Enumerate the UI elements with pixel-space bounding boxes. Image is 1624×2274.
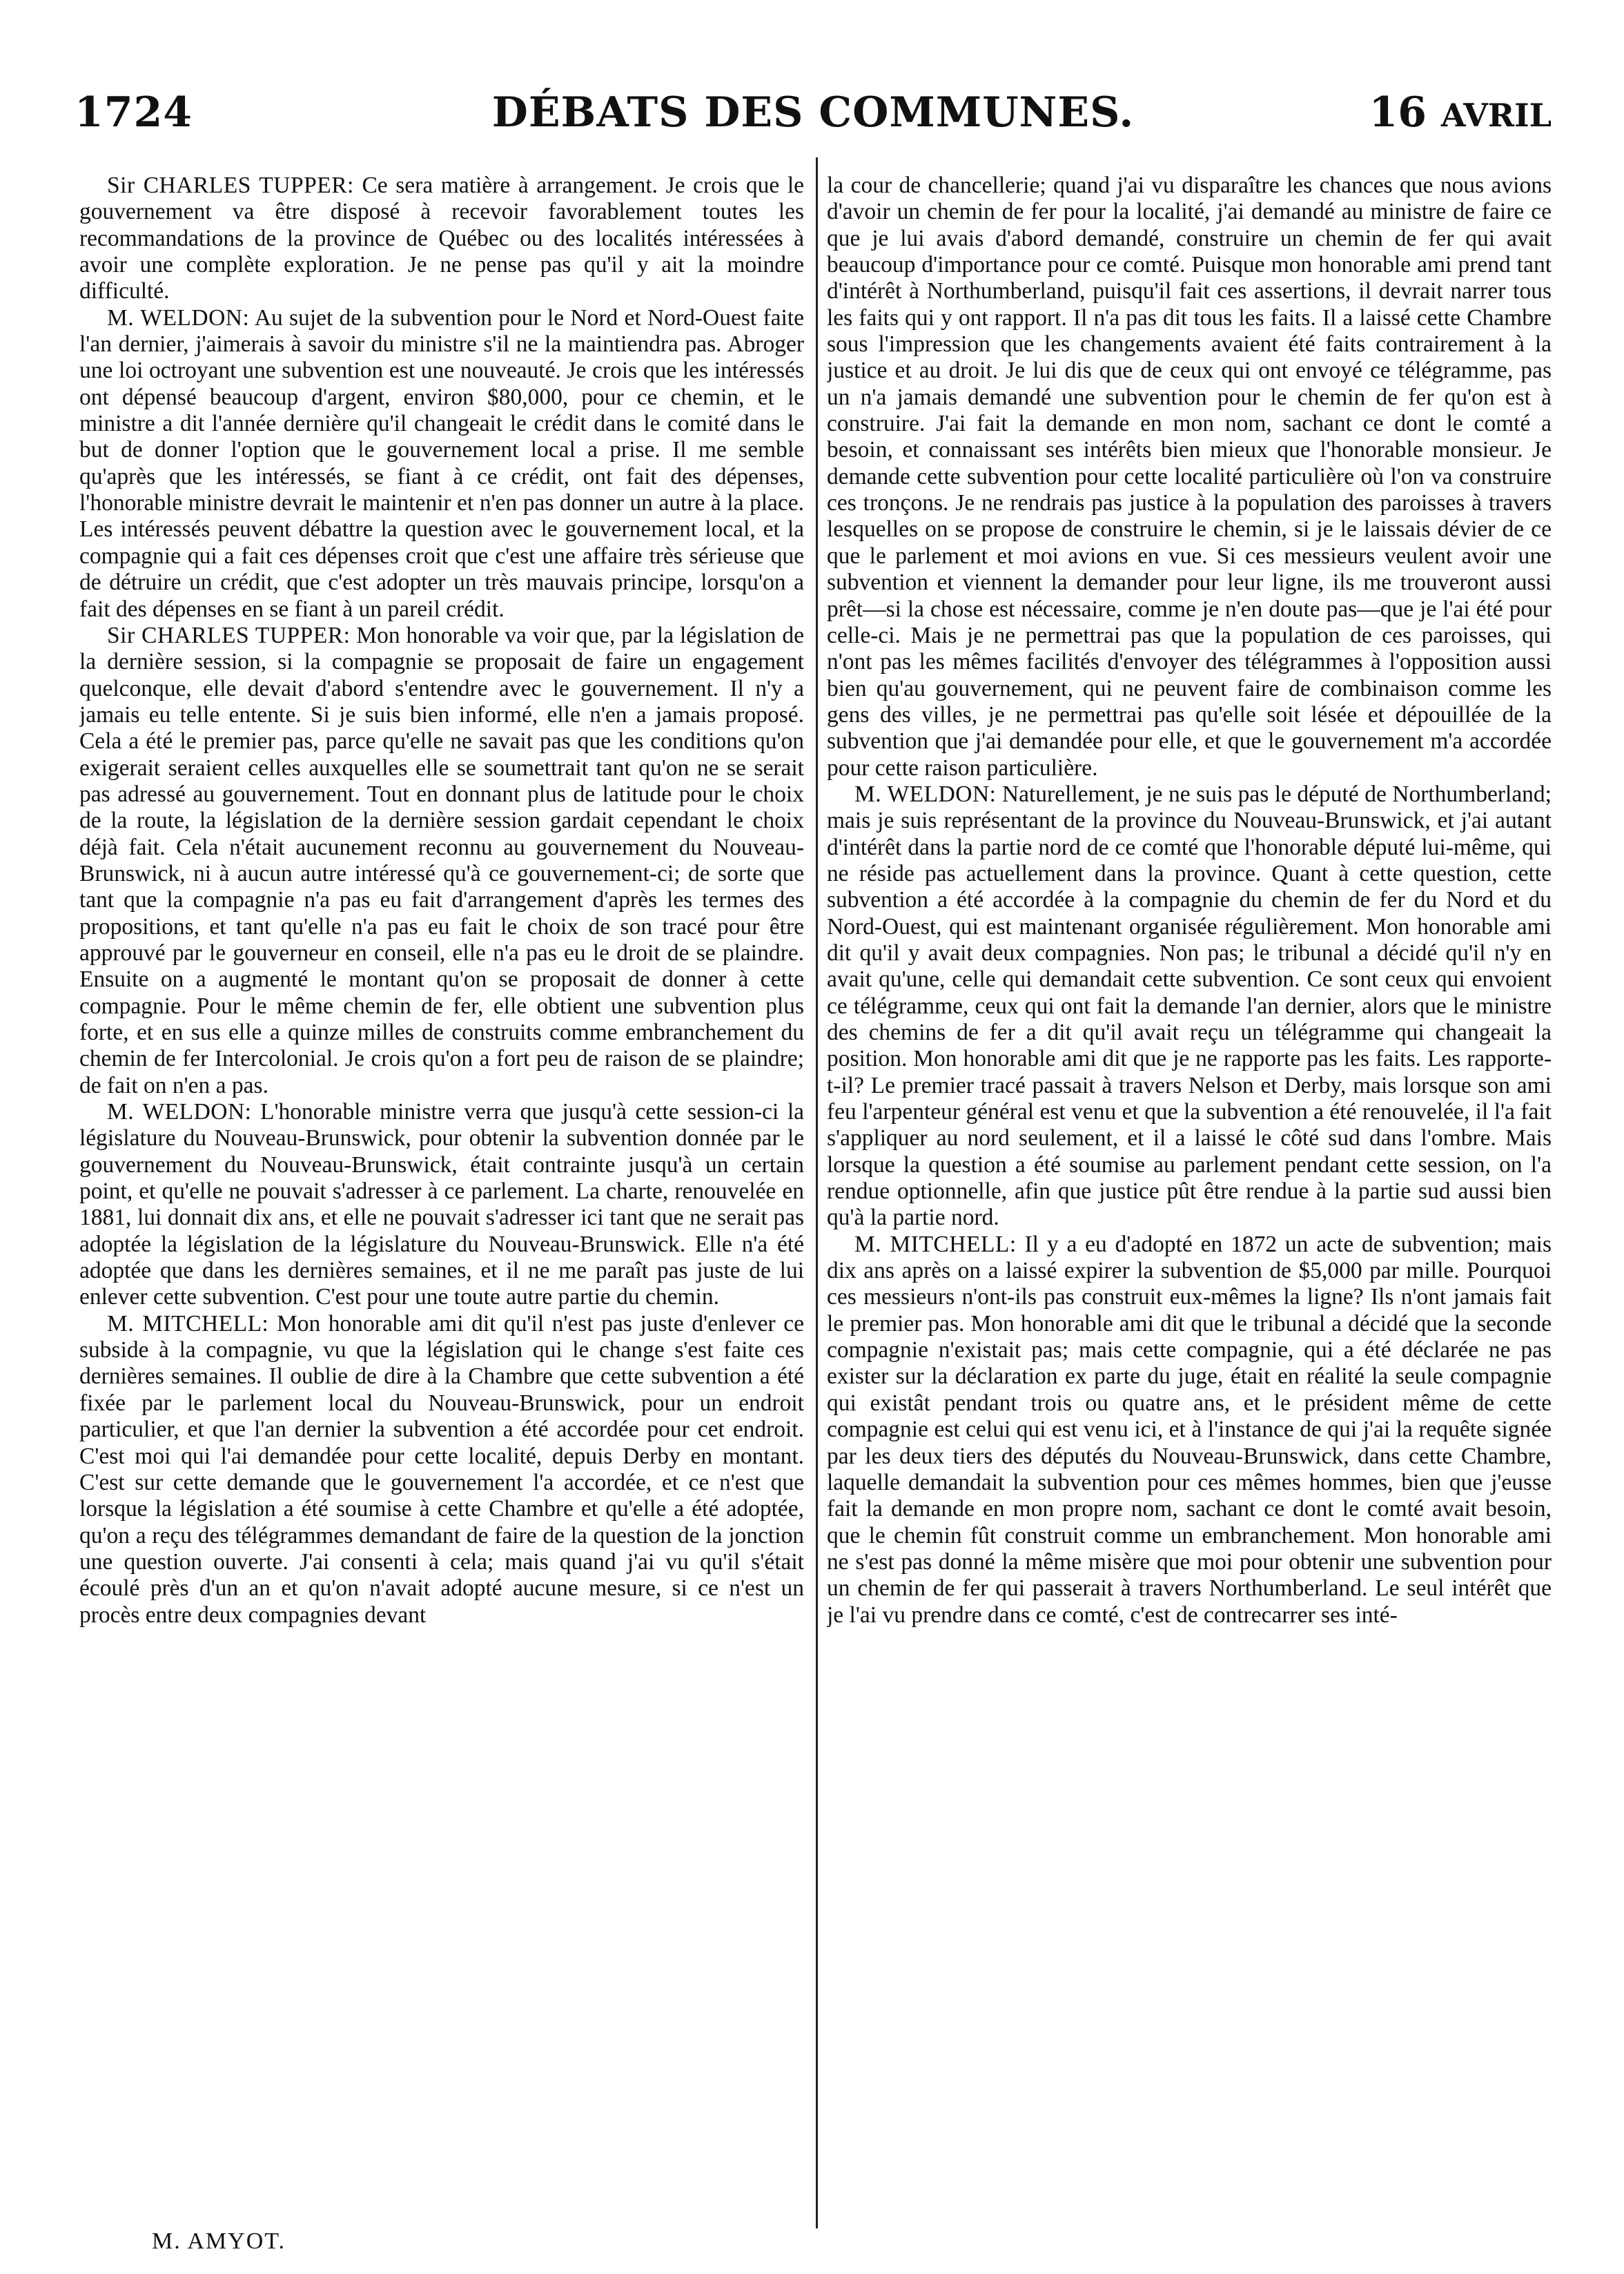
paragraph [79, 1099, 804, 1311]
publication-title: DÉBATS DES COMMUNES. [491, 88, 1135, 137]
paragraph [79, 173, 804, 305]
speech-text: Naturellement, je ne suis pas le député de Northumberland; mais je suis représentant de la province du Nouveau-Brunswick, et j'ai autant d'intérêt dans la partie nord de ce comté que l'honorable député lui-même, qui ne réside pas actuellement dans la province. Quant à cette question, cette subvention a été accordée à la compagnie du chemin de fer du Nord et du Nord-Ouest, qui est maintenant organisée régulièrement. Mon honorable ami dit qu'il y avait deux compagnies. Non pas; le tribunal a décidé qu'il n'y en avait qu'une, celle qui demandait cette subvention. Ce sont ceux qui envoient ce télégramme, ceux qui ont fait la demande l'an dernier, alors que le ministre des chemins de fer a dit qu'il avait reçu un télégramme qui changeait la position. Mon honorable ami dit que je ne rapporte pas les faits. Les rapporte-t-il? Le premier tracé passait à travers Nelson et Derby, mais lorsque son ami feu l'arpenteur général est venu et que la subvention a été renouvelée, il l'a fait s'appliquer au nord seulement, et il a laissé le côté sud dans l'ombre. Mais lorsque la question a été soumise au parlement pendant cette session, on l'a rendue optionnelle, afin que justice pût être rendue à la partie sud aussi bien qu'à la partie nord. [827, 781, 1552, 1231]
paragraph [79, 1311, 804, 1629]
left-column [79, 173, 804, 2202]
speech-text: Ce sera matière à arrangement. Je crois que le gouvernement va être disposé à recevoir favorablement toutes les recommandations de la province de Québec ou des localités intéressées à avoir une complète exploration. Je ne pense pas qu'il y ait la moindre difficulté. [79, 173, 804, 304]
speech-text: Il y a eu d'adopté en 1872 un acte de subvention; mais dix ans après on a laissé expirer la subvention de $5,000 par mille. Pourquoi ces messieurs n'ont-ils pas construit eux-mêmes la ligne? Ils n'ont jamais fait le premier pas. Mon honorable ami dit que le tribunal a décidé que la seconde compagnie n'existait pas; mais cette compagnie, qui a été déclarée ne pas exister sur la déclaration ex parte du juge, était en réalité la seule compagnie qui existât pendant trois ou quatre ans, et le président même de cette compagnie est celui qui est venu ici, et à l'instance de qui j'ai la requête signée par les deux tiers des députés du Nouveau-Brunswick, dans cette Chambre, laquelle demandait la subvention pour ces mêmes hommes, bien que j'eusse fait la demande en mon propre nom, sachant ce dont le comté avait besoin, que le chemin fût construit comme un embranchement. Mon honorable ami ne s'est pas donné la même misère que moi pour obtenir une subvention pour un chemin de fer qui passerait à travers Northumberland. Le seul intérêt que je l'ai vu prendre dans ce comté, c'est de contrecarrer ses inté- [827, 1231, 1552, 1628]
paragraph [827, 781, 1552, 1232]
speech-text: Au sujet de la subvention pour le Nord et Nord-Ouest faite l'an dernier, j'aimerais à savoir du ministre s'il ne la maintiendra pas. Abroger une loi octroyant une subvention est une nouveauté. Je crois que les intéressés ont dépensé beaucoup d'argent, environ $80,000, pour ce chemin, et le ministre a dit l'année dernière qu'il changeait le crédit dans le comité dans le but de donner l'option que le gouvernement local a prise. Il me semble qu'après que les intéressés, se fiant à ce crédit, ont fait des dépenses, l'honorable ministre devrait le maintenir et n'en pas donner un autre à la place. Les intéressés peuvent débattre la question avec le gouvernement local, et la compagnie qui a fait ces dépenses croit que c'est une affaire très sérieuse que de détruire un crédit, que c'est adopter un très mauvais principe, lorsqu'on a fait des dépenses en se fiant à un pareil crédit. [79, 304, 804, 622]
page-number: 1724 [75, 88, 193, 137]
speaker-name: M. WELDON: [107, 1099, 252, 1125]
speaker-name: Sir CHARLES TUPPER: [107, 622, 351, 648]
page-header [75, 81, 1552, 144]
speech-text: Mon honorable ami dit qu'il n'est pas juste d'enlever ce subside à la compagnie, vu que la législation qui le change s'est faite ces dernières semaines. Il oublie de dire à la Chambre que cette subvention a été fixée par le parlement local du Nouveau-Brunswick, pour un endroit particulier, et que l'an dernier la subvention a été accordée pour cet endroit. C'est moi qui l'ai demandée pour cette localité, depuis Derby en montant. C'est sur cette demande que le gouvernement l'a accordée, et ce n'est que lorsque la législation a été soumise à cette Chambre et qu'elle a été adoptée, qu'on a reçu des télégrammes demandant de faire de la question de la jonction une question ouverte. J'ai consenti à cela; mais quand j'ai vu qu'il s'était écoulé près d'un an et qu'on n'avait adopté aucune mesure, si ce n'est un procès entre deux compagnies devant [79, 1310, 804, 1628]
speaker-name: Sir CHARLES TUPPER: [107, 173, 354, 198]
speaker-name: M. MITCHELL: [107, 1310, 269, 1337]
right-column [827, 173, 1552, 2202]
page-date [1369, 88, 1552, 137]
date-month: AVRIL [1440, 97, 1552, 134]
speech-text: la cour de chancellerie; quand j'ai vu disparaître les chances que nous avions d'avoir un chemin de fer pour la localité, j'ai demandé au ministre de faire ce que je lui avais d'abord demandé, construire un chemin de fer qui avait beaucoup d'importance pour ce comté. Puisque mon honorable ami prend tant d'intérêt à Northumberland, puisqu'il fait ces assertions, il devrait narrer tous les faits qui y ont rapport. Il n'a pas dit tous les faits. Il a laissé cette Chambre sous l'impression que les changements avaient été faits contrairement à la justice et au droit. Je lui dis que de ceux qui ont envoyé ce télégramme, pas un n'a jamais demandé une subvention pour le chemin de fer qu'on est à construire. J'ai fait la demande en mon nom, sachant ce dont le comté a besoin, et connaissant ses intérêts bien mieux que l'honorable monsieur. Je demande cette subvention pour cette localité particulière où l'on va construire ces tronçons. Je ne rendrais pas justice à la population des paroisses à travers lesquelles on se propose de construire le chemin, si je le laissais dévier de ce que le parlement et moi avions en vue. Si ces messieurs veulent avoir une subvention et viennent la demander pour leur ligne, ils me trouveront aussi prêt—si la chose est nécessaire, comme je n'en doute pas—que je l'ai été pour celle-ci. Mais je ne permettrai pas que la population de ces paroisses, qui n'ont pas les mêmes facilités d'envoyer des télégrammes à l'opposition aussi bien qu'au gouvernement, qui ne peuvent faire de combinaison comme les gens des villes, je ne permettrai pas qu'elle soit lésée et dépouillée de la subvention que j'ai demandée pour elle, et que le gouvernement m'a accordée pour cette raison particulière. [827, 173, 1552, 781]
speaker-name: M. WELDON: [107, 304, 250, 331]
speech-text: L'honorable ministre verra que jusqu'à cette session-ci la législature du Nouveau-Brunswick, pour obtenir la subvention donnée par le gouvernement du Nouveau-Brunswick, était contrainte jusqu'à un certain point, et qu'elle ne pouvait s'adresser à ce parlement. La charte, renouvelée en 1881, lui donnait dix ans, et elle ne pouvait s'adresser ici tant que ne serait pas adoptée la législation de la législature du Nouveau-Brunswick. Elle n'a été adoptée que dans les dernières semaines, et il ne me paraît pas juste de lui enlever cette subvention. C'est pour une toute autre partie du chemin. [79, 1099, 804, 1310]
speaker-name: M. WELDON: [854, 781, 997, 807]
column-divider [816, 157, 818, 2228]
paragraph [79, 305, 804, 623]
paragraph [827, 173, 1552, 781]
date-day: 16 [1369, 88, 1427, 137]
paragraph [827, 1232, 1552, 1629]
paragraph [79, 623, 804, 1099]
page-footer: M. AMYOT. [152, 2228, 286, 2254]
speaker-name: M. MITCHELL: [854, 1231, 1017, 1257]
speech-text: Mon honorable va voir que, par la législation de la dernière session, si la compagnie se proposait de faire un engagement quelconque, elle devait d'abord s'entendre avec le gouvernement. Il n'y a jamais eu telle entente. Si je suis bien informé, elle n'en a jamais proposé. Cela a été le premier pas, parce qu'elle ne savait pas que les conditions qu'on exigerait seraient celles auxquelles elle se soumettrait tant qu'on ne se serait pas adressé au gouvernement. Tout en donnant plus de latitude pour le choix de la route, la législation de la dernière session gardait cependant le choix déjà fait. Cela n'était aucunement reconnu au gouvernement du Nouveau-Brunswick, ni à aucun autre intéressé qu'à ce gouvernement-ci; de sorte que tant que la compagnie n'a pas eu fait d'arrangement d'après les termes des propositions, et tant qu'elle n'a pas eu fait le choix de son tracé pour être approuvé par le gouverneur en conseil, elle n'a pas eu le droit de se plaindre. Ensuite on a augmenté le montant qu'on se proposait de donner à cette compagnie. Pour le même chemin de fer, elle obtient une subvention plus forte, et en sus elle a quinze milles de construits comme embranchement du chemin de fer Intercolonial. Je crois qu'on a fort peu de raison de se plaindre; de fait on n'en a pas. [79, 622, 804, 1098]
